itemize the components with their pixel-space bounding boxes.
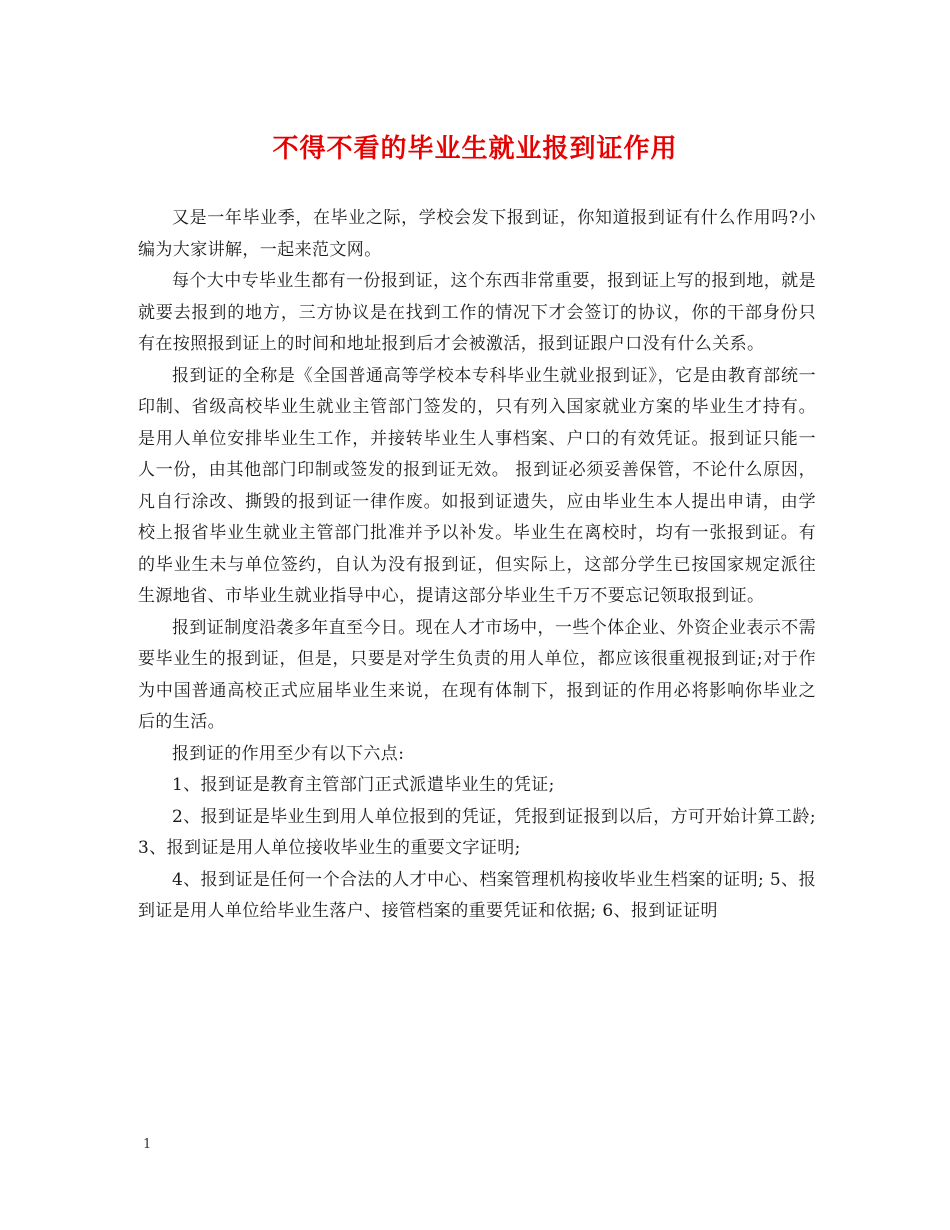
paragraph: 报到证的全称是《全国普通高等学校本专科毕业生就业报到证》，它是由教育部统一印制、省级高校毕业生就业主管部门签发的，只有列入国家就业方案的毕业生才持有。是用人单位安排毕业生工作，并接转毕业生人事档案、户口的有效凭证。报到证只能一人一份，由其他部门印制或签发的报到证无效。 报到证必须妥善保管，不论什么原因，凡自行涂改、撕毁的报到证一律作废。如报到证遗失，应由毕业生本人提出申请，由学校上报省毕业生就业主管部门批准并予以补发。毕业生在离校时，均有一张报到证。有的毕业生未与单位签约，自认为没有报到证，但实际上，这部分学生已按国家规定派往生源地省、市毕业生就业指导中心，提请这部分毕业生千万不要忘记领取报到证。 — [138, 365, 816, 606]
document-title: 不得不看的毕业生就业报到证作用 — [272, 134, 678, 164]
paragraph: 每个大中专毕业生都有一份报到证，这个东西非常重要，报到证上写的报到地，就是就要去报到的地方，三方协议是在找到工作的情况下才会签订的协议，你的干部身份只有在按照报到证上的时间和地址报到后才会被激活，报到证跟户口没有什么关系。 — [138, 271, 816, 354]
paragraph: 报到证的作用至少有以下六点: — [172, 743, 405, 764]
list-item: 2、报到证是毕业生到用人单位报到的凭证，凭报到证报到以后，方可开始计算工龄; 3、报到证是用人单位接收毕业生的重要文字证明; — [138, 806, 816, 858]
list-item: 1、报到证是教育主管部门正式派遣毕业生的凭证; — [172, 775, 555, 795]
document-body — [138, 203, 816, 928]
list-item: 4、报到证是任何一个合法的人才中心、档案管理机构接收毕业生档案的证明; 5、报到证是用人单位给毕业生落户、接管档案的重要凭证和依据; 6、报到证证明 — [138, 869, 816, 921]
paragraph: 报到证制度沿袭多年直至今日。现在人才市场中，一些个体企业、外资企业表示不需要毕业生的报到证，但是，只要是对学生负责的用人单位，都应该很重视报到证;对于作为中国普通高校正式应届毕业生来说，在现有体制下，报到证的作用必将影响你毕业之后的生活。 — [138, 617, 816, 732]
page-number: 1 — [143, 1137, 152, 1152]
paragraph: 又是一年毕业季，在毕业之际，学校会发下报到证，你知道报到证有什么作用吗?小编为大家讲解，一起来范文网。 — [138, 208, 816, 260]
